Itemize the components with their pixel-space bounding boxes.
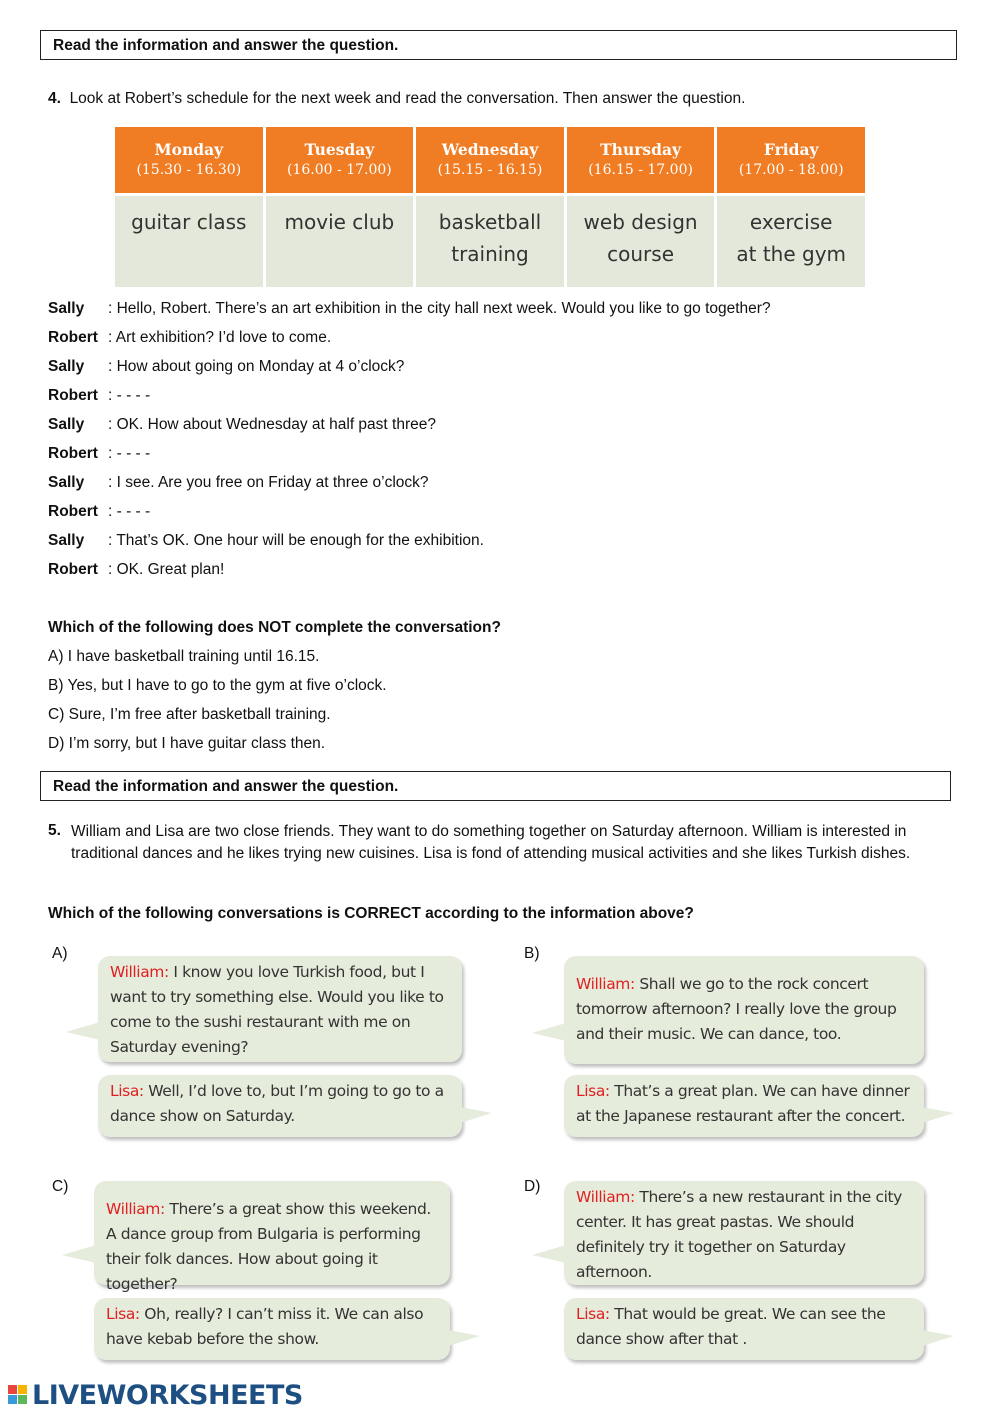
speech-text: That’s a great plan. We can have dinner at the Japanese restaurant after the concert. (576, 1082, 910, 1125)
choice-a-letter[interactable]: A) (52, 945, 68, 962)
dialogue-line: Robert : Art exhibition? I’d love to come. (48, 329, 332, 346)
question-number: 5. (48, 822, 61, 839)
speaker-name: Lisa: (576, 1082, 610, 1100)
logo-text: LIVEWORKSHEETS (32, 1379, 303, 1411)
speech-text: Oh, really? I can’t miss it. We can also have kebab before the show. (106, 1305, 424, 1348)
dialogue-line: Robert : - - - - (48, 503, 151, 520)
schedule-table (112, 127, 868, 287)
dialogue-line: Robert : - - - - (48, 445, 151, 462)
dialogue-line: Sally : That’s OK. One hour will be enough for the exhibition. (48, 532, 484, 549)
speaker-name: Lisa: (576, 1305, 610, 1323)
question-4-prompt (48, 88, 745, 110)
speaker-name: William: (576, 1188, 635, 1206)
liveworksheets-logo[interactable] (8, 1380, 303, 1410)
dialogue-line: Sally : Hello, Robert. There’s an art exhibition in the city hall next week. Would you like to go together? (48, 300, 771, 317)
schedule-header-tuesday: Tuesday (16.00 - 17.00) (266, 127, 414, 193)
instruction-box-2 (40, 771, 951, 801)
dialogue-line: Sally : I see. Are you free on Friday at three o’clock? (48, 474, 429, 491)
conversation (48, 298, 771, 588)
speaker-name: William: (106, 1200, 165, 1218)
choice-d-letter[interactable]: D) (524, 1178, 541, 1195)
dialogue-line: Sally : How about going on Monday at 4 o’clock? (48, 358, 405, 375)
option-a[interactable]: A) I have basketball training until 16.15. (48, 648, 320, 665)
instruction-box-1 (40, 30, 957, 60)
question-5-text: William and Lisa are two close friends. They want to do something together on Saturday afternoon. William is interested in traditional dances and he likes trying new cuisines. Lisa is fond of attending musical activities and she likes Turkish dishes. (71, 823, 911, 862)
question-4-stem: Which of the following does NOT complete the conversation? (48, 619, 501, 636)
speaker-name: Lisa: (106, 1305, 140, 1323)
speaker-name: Lisa: (110, 1082, 144, 1100)
dialogue-line: Sally : OK. How about Wednesday at half past three? (48, 416, 436, 433)
speaker-name: William: (110, 963, 169, 981)
schedule-cell-wednesday: basketball training (416, 193, 564, 287)
option-c[interactable]: C) Sure, I’m free after basketball training. (48, 706, 331, 723)
question-text: Look at Robert’s schedule for the next week and read the conversation. Then answer the question. (69, 90, 746, 107)
choice-d-lisa-bubble (564, 1298, 924, 1360)
schedule-header-wednesday: Wednesday (15.15 - 16.15) (416, 127, 564, 193)
speech-text: Shall we go to the rock concert tomorrow afternoon? I really love the group and their music. We can dance, too. (576, 975, 897, 1043)
logo-blocks-icon (8, 1383, 30, 1407)
question-5-stem: Which of the following conversations is CORRECT according to the information above? (48, 905, 694, 922)
speech-text: That would be great. We can see the dance show after that . (576, 1305, 886, 1348)
speech-text: There’s a new restaurant in the city center. It has great pastas. We should definitely try it together on Saturday afternoon. (576, 1188, 902, 1281)
choice-c-letter[interactable]: C) (52, 1178, 69, 1195)
question-number: 4. (48, 90, 61, 107)
option-b[interactable]: B) Yes, but I have to go to the gym at five o’clock. (48, 677, 387, 694)
schedule-cell-thursday: web design course (567, 193, 715, 287)
choice-b-letter[interactable]: B) (524, 945, 540, 962)
choice-a-lisa-bubble (98, 1075, 462, 1137)
speaker-name: William: (576, 975, 635, 993)
instruction-text: Read the information and answer the question. (53, 37, 399, 54)
choice-c-william-bubble (94, 1181, 450, 1293)
schedule-cell-monday: guitar class (115, 193, 263, 287)
schedule-header-monday: Monday (15.30 - 16.30) (115, 127, 263, 193)
dialogue-line: Robert : - - - - (48, 387, 151, 404)
schedule-cell-friday: exercise at the gym (717, 193, 865, 287)
speech-text: There’s a great show this weekend. A dance group from Bulgaria is performing their folk dances. How about going it together? (106, 1200, 431, 1293)
choice-b-lisa-bubble (564, 1075, 924, 1137)
dialogue-line: Robert : OK. Great plan! (48, 561, 225, 578)
choice-d-william-bubble (564, 1181, 924, 1285)
speech-text: I know you love Turkish food, but I want to try something else. Would you like to come to the sushi restaurant with me on Saturday evening? (110, 963, 444, 1056)
choice-b-william-bubble (564, 956, 924, 1064)
schedule-header-thursday: Thursday (16.15 - 17.00) (567, 127, 715, 193)
schedule-cell-tuesday: movie club (266, 193, 414, 287)
instruction-text: Read the information and answer the question. (53, 778, 399, 795)
choice-a-william-bubble (98, 956, 462, 1062)
choice-c-lisa-bubble (94, 1298, 450, 1360)
option-d[interactable]: D) I’m sorry, but I have guitar class then. (48, 735, 326, 752)
schedule-header-friday: Friday (17.00 - 18.00) (717, 127, 865, 193)
speech-text: Well, I’d love to, but I’m going to go to a dance show on Saturday. (110, 1082, 444, 1125)
